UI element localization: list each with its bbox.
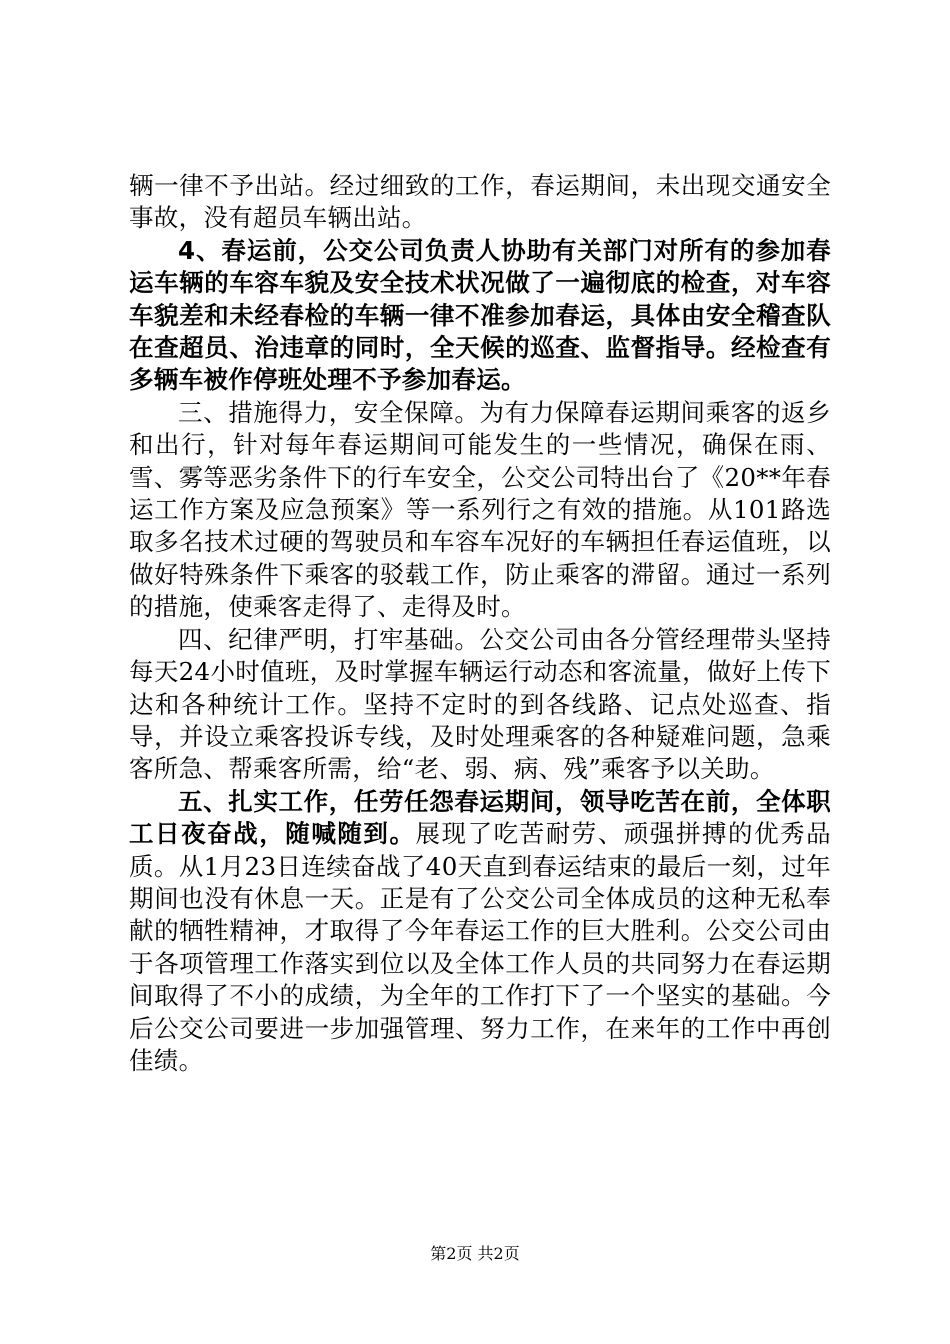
paragraph-section-5 — [129, 786, 831, 1078]
paragraph-continuation: 辆一律不予出站。经过细致的工作，春运期间，未出现交通安全事故，没有超员车辆出站。 — [129, 171, 831, 233]
document-body — [129, 170, 831, 1077]
paragraph-section-3: 三、措施得力，安全保障。为有力保障春运期间乘客的返乡和出行，针对每年春运期间可能发生的一些情况，确保在雨、雪、雾等恶劣条件下的行车安全，公交公司特出台了《20**年春运工作方案及应急预案》等一系列行之有效的措施。从101路选取多名技术过硬的驾驶员和车容车况好的车辆担任春运值班，以做好特殊条件下乘客的驳载工作，防止乘客的滞留。通过一系列的措施，使乘客走得了、走得及时。 — [129, 397, 831, 622]
paragraph-section-4: 四、纪律严明，打牢基础。公交公司由各分管经理带头坚持每天24小时值班，及时掌握车辆运行动态和客流量，做好上传下达和各种统计工作。坚持不定时的到各线路、记点处巡查、指导，并设立乘客投诉专线，及时处理乘客的各种疑难问题，急乘客所急、帮乘客所需，给“老、弱、病、残”乘客予以关助。 — [129, 624, 831, 784]
section-5-heading: 五、扎实工作，任劳任怨春运期间，领导吃苦在前，全体职工日夜奋战，随喊随到。 — [129, 786, 831, 849]
paragraph-item-4: 4、春运前，公交公司负责人协助有关部门对所有的参加春运车辆的车容车貌及安全技术状况做了一遍彻底的检查，对车容车貌差和未经春检的车辆一律不准参加春运，具体由安全稽查队在查超员、治违章的同时，全天候的巡查、监督指导。经检查有多辆车被作停班处理不予参加春运。 — [129, 235, 831, 395]
section-5-text: 展现了吃苦耐劳、顽强拼搏的优秀品质。从1月23日连续奋战了40天直到春运结束的最后一刻，过年期间也没有休息一天。正是有了公交公司全体成员的这种无私奉献的牺牲精神，才取得了今年春运工作的巨大胜利。公交公司由于各项管理工作落实到位以及全体工作人员的共同努力在春运期间取得了不小的成绩，为全年的工作打下了一个坚实的基础。今后公交公司要进一步加强管理、努力工作，在来年的工作中再创佳绩。 — [129, 819, 831, 1075]
page-footer: 第2页 共2页 — [430, 1244, 520, 1263]
